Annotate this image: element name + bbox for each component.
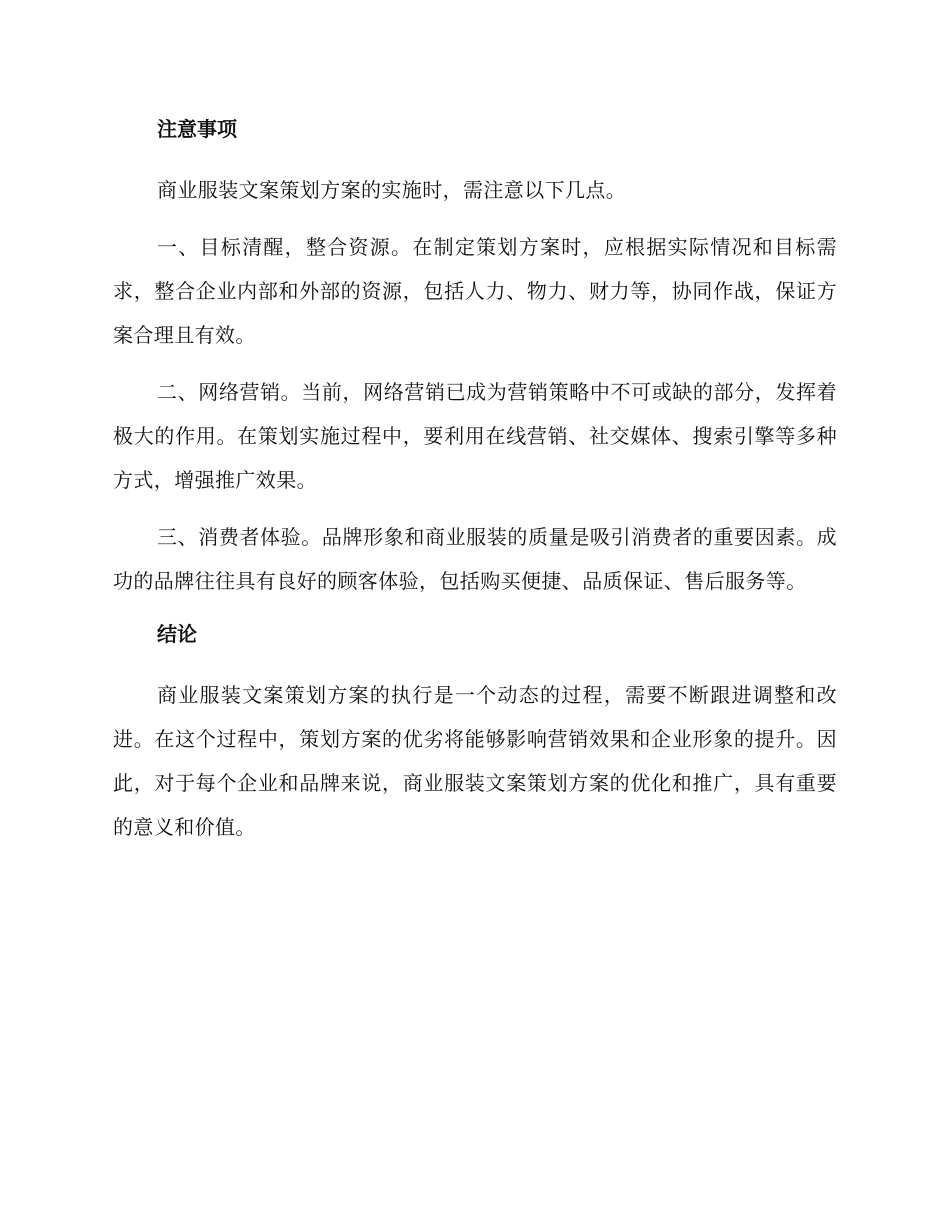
section-heading-notes: 注意事项 [157,117,237,141]
notes-point-2-paragraph: 二、网络营销。当前，网络营销已成为营销策略中不可或缺的部分，发挥着极大的作用。在策划实施过程中，要利用在线营销、社交媒体、搜索引擎等多种方式，增强推广效果。 [113,380,837,492]
document-body [113,111,837,862]
section-heading-conclusion: 结论 [157,622,197,646]
notes-intro-paragraph: 商业服装文案策划方案的实施时，需注意以下几点。 [157,178,627,202]
conclusion-paragraph: 商业服装文案策划方案的执行是一个动态的过程，需要不断跟进调整和改进。在这个过程中，策划方案的优劣将能够影响营销效果和企业形象的提升。因此，对于每个企业和品牌来说，商业服装文案策划方案的优化和推广，具有重要的意义和价值。 [113,683,837,839]
notes-point-1-paragraph: 一、目标清醒，整合资源。在制定策划方案时，应根据实际情况和目标需求，整合企业内部和外部的资源，包括人力、物力、财力等，协同作战，保证方案合理且有效。 [113,235,837,347]
notes-point-3-paragraph: 三、消费者体验。品牌形象和商业服装的质量是吸引消费者的重要因素。成功的品牌往往具有良好的顾客体验，包括购买便捷、品质保证、售后服务等。 [113,525,837,593]
